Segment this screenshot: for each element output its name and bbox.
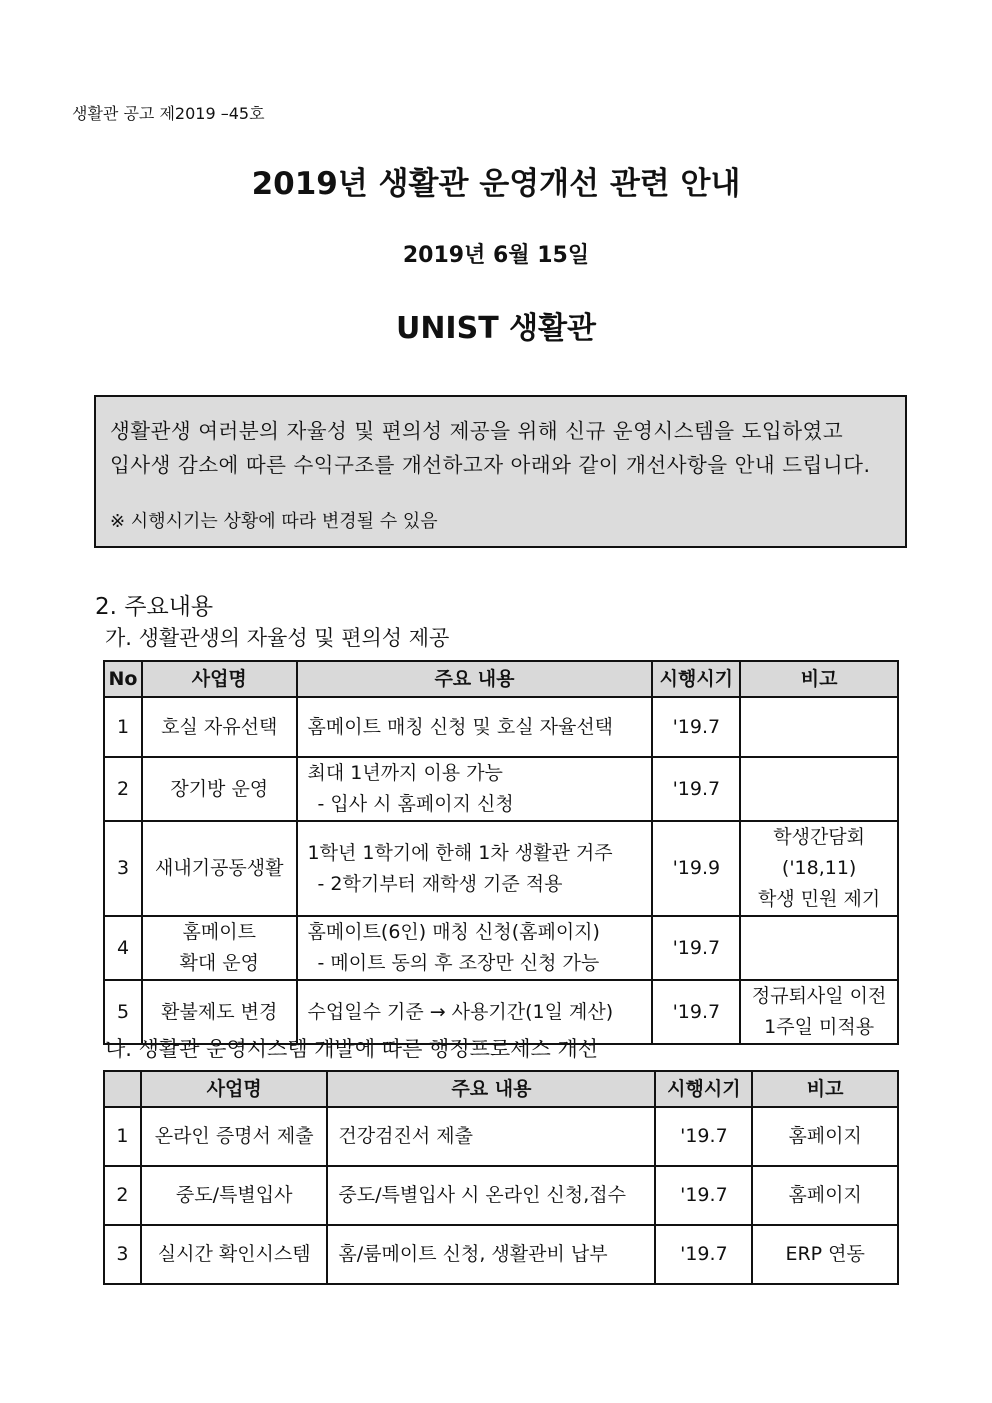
organization-name: UNIST 생활관 <box>395 311 597 346</box>
row-date: '19.7 <box>652 916 740 980</box>
row-name: 실시간 확인시스템 <box>141 1225 327 1284</box>
table2-header-row <box>104 1071 898 1107</box>
table2-header-no <box>104 1071 141 1107</box>
table1-header-date: 시행시기 <box>652 661 740 697</box>
table-row <box>104 821 898 916</box>
row-content-line: 홈메이트(6인) 매칭 신청(홈페이지) <box>307 921 600 943</box>
row-name <box>142 821 297 916</box>
row-note-line: 학생간담회('18,11) <box>773 826 866 879</box>
row-content <box>297 757 653 821</box>
row-note-line: 정규퇴사일 이전 <box>751 985 887 1007</box>
row-note-line: 1주일 미적용 <box>764 1016 875 1038</box>
row-no: 4 <box>104 916 142 980</box>
table2-caption: 나. 생활관 운영시스템 개발에 따른 행정프로세스 개선 <box>105 1037 599 1061</box>
row-date: '19.7 <box>652 697 740 757</box>
table1-header-row <box>104 661 898 697</box>
row-date: '19.9 <box>652 821 740 916</box>
row-note: ERP 연동 <box>752 1225 898 1284</box>
intro-note: ※ 시행시기는 상황에 따라 변경될 수 있음 <box>110 511 438 532</box>
row-name-line: 호실 자유선택 <box>161 715 278 738</box>
row-content-line: 홈메이트 매칭 신청 및 호실 자율선택 <box>307 715 614 738</box>
row-name-line: 확대 운영 <box>179 952 259 974</box>
notice-number: 생활관 공고 제2019 –45호 <box>72 104 265 123</box>
row-date: '19.7 <box>655 1225 752 1284</box>
table1-header-name: 사업명 <box>142 661 297 697</box>
row-name-line: 새내기공동생활 <box>155 857 284 879</box>
row-content: 홈/룸메이트 신청, 생활관비 납부 <box>327 1225 655 1284</box>
table1-caption: 가. 생활관생의 자율성 및 편의성 제공 <box>105 626 450 650</box>
table-row <box>104 916 898 980</box>
row-no: 2 <box>104 1166 141 1225</box>
row-no: 1 <box>104 1107 141 1166</box>
row-content-line: 수업일수 기준 → 사용기간(1일 계산) <box>307 1000 614 1023</box>
table1-header-content: 주요 내용 <box>297 661 653 697</box>
row-name-line: 환불제도 변경 <box>161 1000 278 1023</box>
table-row <box>104 697 898 757</box>
row-date: '19.7 <box>655 1166 752 1225</box>
table2-header-date: 시행시기 <box>655 1071 752 1107</box>
table2-header-name: 사업명 <box>141 1071 327 1107</box>
row-note <box>740 757 898 821</box>
row-note <box>740 980 898 1044</box>
row-content-line: 1학년 1학기에 한해 1차 생활관 거주 <box>307 841 613 864</box>
row-note: 홈페이지 <box>752 1107 898 1166</box>
table1-header-no: No <box>104 661 142 697</box>
row-note: 홈페이지 <box>752 1166 898 1225</box>
row-date: '19.7 <box>652 980 740 1044</box>
page-title: 2019년 생활관 운영개선 관련 안내 <box>251 166 741 202</box>
row-content-line: 최대 1년까지 이용 가능 <box>307 762 503 784</box>
row-name-line: 장기방 운영 <box>170 777 269 800</box>
row-no: 2 <box>104 757 142 821</box>
row-date: '19.7 <box>655 1107 752 1166</box>
row-date: '19.7 <box>652 757 740 821</box>
row-content-subline: - 메이트 동의 후 조장만 신청 가능 <box>317 952 600 974</box>
intro-line-2: 입사생 감소에 따른 수익구조를 개선하고자 아래와 같이 개선사항을 안내 드립니다. <box>110 453 871 477</box>
table1-header-note: 비고 <box>740 661 898 697</box>
row-name: 중도/특별입사 <box>141 1166 327 1225</box>
row-note-line: 학생 민원 제기 <box>758 888 881 910</box>
row-content-subline: - 2학기부터 재학생 기준 적용 <box>317 872 563 895</box>
table2-header-note: 비고 <box>752 1071 898 1107</box>
row-content <box>297 821 653 916</box>
row-name-line: 홈메이트 <box>182 921 256 943</box>
table2-header-content: 주요 내용 <box>327 1071 655 1107</box>
row-note <box>740 697 898 757</box>
table1 <box>103 660 899 1045</box>
row-content: 중도/특별입사 시 온라인 신청,접수 <box>327 1166 655 1225</box>
row-no: 5 <box>104 980 142 1044</box>
table-row <box>104 1225 898 1284</box>
row-note <box>740 821 898 916</box>
row-name <box>142 916 297 980</box>
row-content <box>297 697 653 757</box>
notice-date: 2019년 6월 15일 <box>402 243 590 268</box>
section-title: 2. 주요내용 <box>95 594 214 620</box>
row-name <box>142 757 297 821</box>
row-no: 1 <box>104 697 142 757</box>
row-no: 3 <box>104 821 142 916</box>
table-row <box>104 1166 898 1225</box>
row-note <box>740 916 898 980</box>
table2 <box>103 1070 899 1285</box>
row-name: 온라인 증명서 제출 <box>141 1107 327 1166</box>
table-row <box>104 1107 898 1166</box>
table-row <box>104 757 898 821</box>
intro-line-1: 생활관생 여러분의 자율성 및 편의성 제공을 위해 신규 운영시스템을 도입하였고 <box>110 419 844 443</box>
row-content: 건강검진서 제출 <box>327 1107 655 1166</box>
row-name <box>142 697 297 757</box>
row-content-subline: - 입사 시 홈페이지 신청 <box>317 793 514 815</box>
row-content <box>297 916 653 980</box>
intro-box <box>94 395 907 548</box>
row-no: 3 <box>104 1225 141 1284</box>
